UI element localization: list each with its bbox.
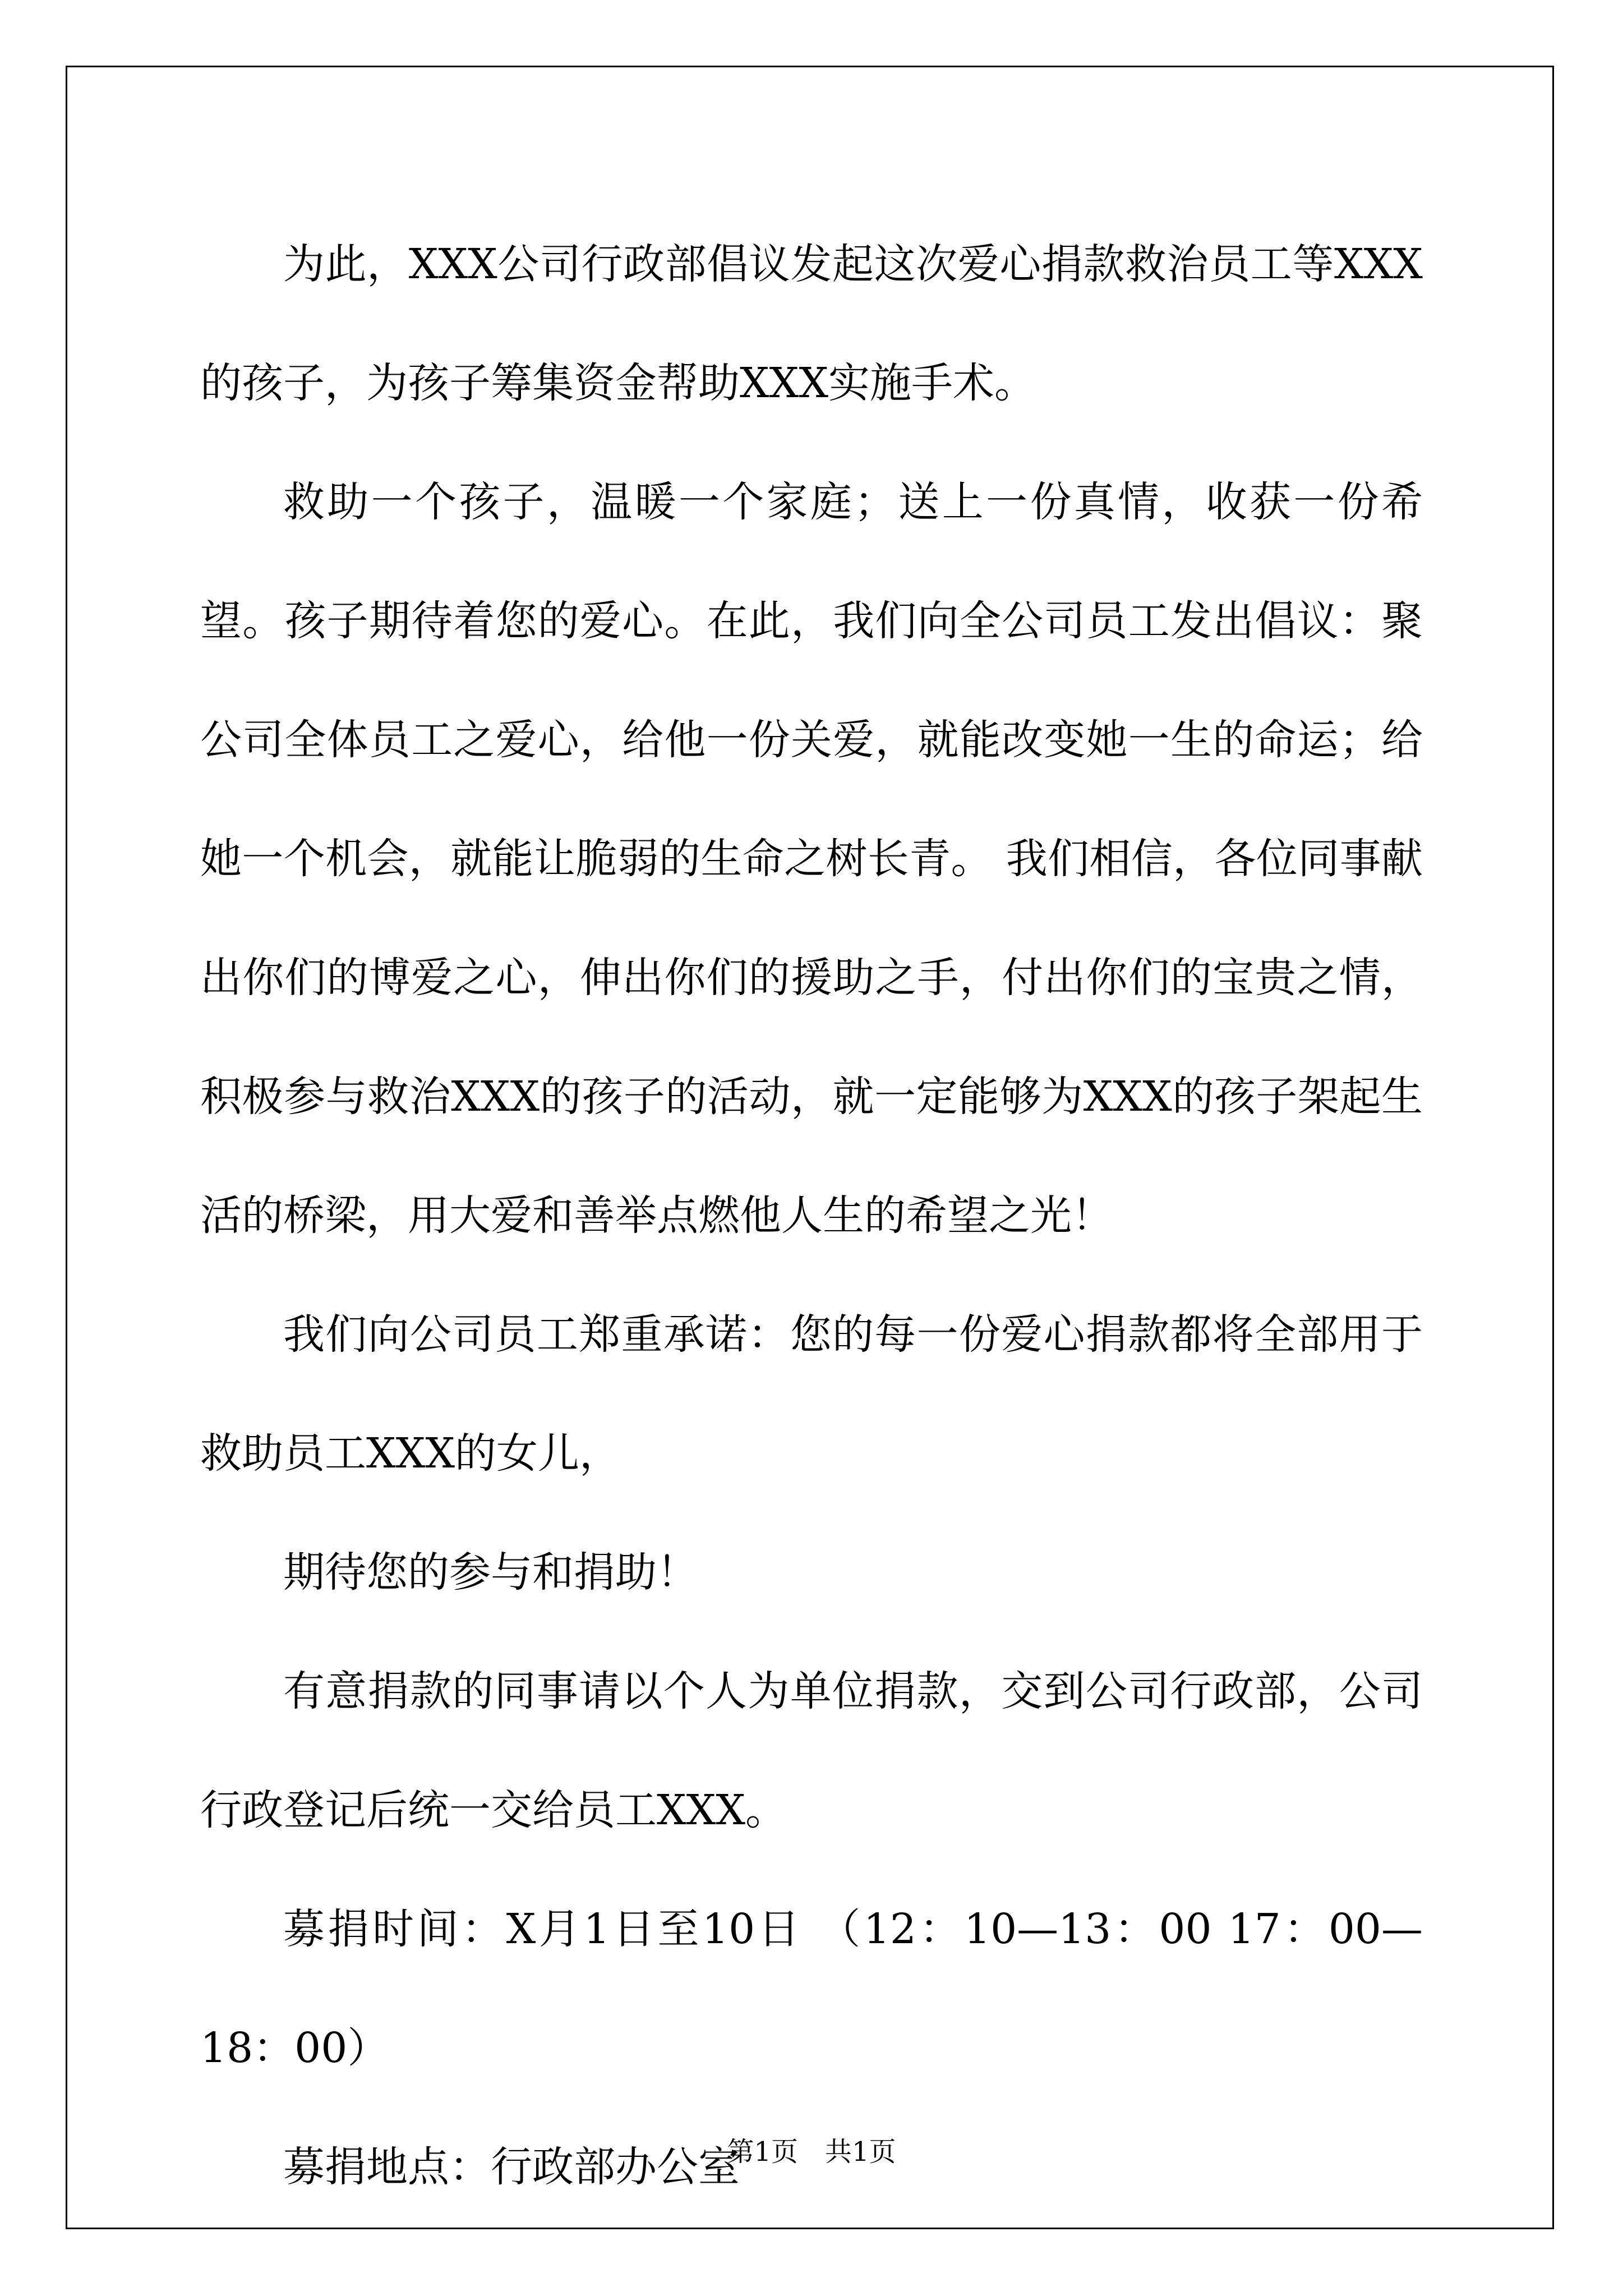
- page-footer: 第1页 共1页: [727, 2136, 896, 2168]
- paragraph-appeal: 救助一个孩子，温暖一个家庭；送上一份真情，收获一份希望。孩子期待着您的爱心。在此，我们向全公司员工发出倡议：聚公司全体员工之爱心，给他一份关爱，就能改变她一生的命运；给她一个机会，就能让脆弱的生命之树长青。 我们相信，各位同事献出你们的博爱之心，伸出你们的援助之手，付出你们的宝贵之情，积极参与救治XXX的孩子的活动，就一定能够为XXX的孩子架起生活的桥梁，用大爱和善举点燃他人生的希望之光！: [200, 478, 1423, 1240]
- document-body: [200, 205, 1423, 2226]
- paragraph-donation-time: 募捐时间：X月1日至10日 （12：10—13：00 17：00—18：00）: [200, 1905, 1423, 2072]
- paragraph-initiative: 为此，XXX公司行政部倡议发起这次爱心捐款救治员工等XXX的孩子，为孩子筹集资金帮助XXX实施手术。: [200, 240, 1423, 407]
- paragraph-donation-method: 有意捐款的同事请以个人为单位捐款，交到公司行政部，公司行政登记后统一交给员工XXX。: [200, 1667, 1423, 1834]
- paragraph-expectation: 期待您的参与和捐助！: [283, 1548, 698, 1596]
- paragraph-promise: 我们向公司员工郑重承诺：您的每一份爱心捐款都将全部用于救助员工XXX的女儿，: [200, 1310, 1423, 1478]
- paragraph-donation-location: 募捐地点：行政部办公室: [283, 2143, 740, 2191]
